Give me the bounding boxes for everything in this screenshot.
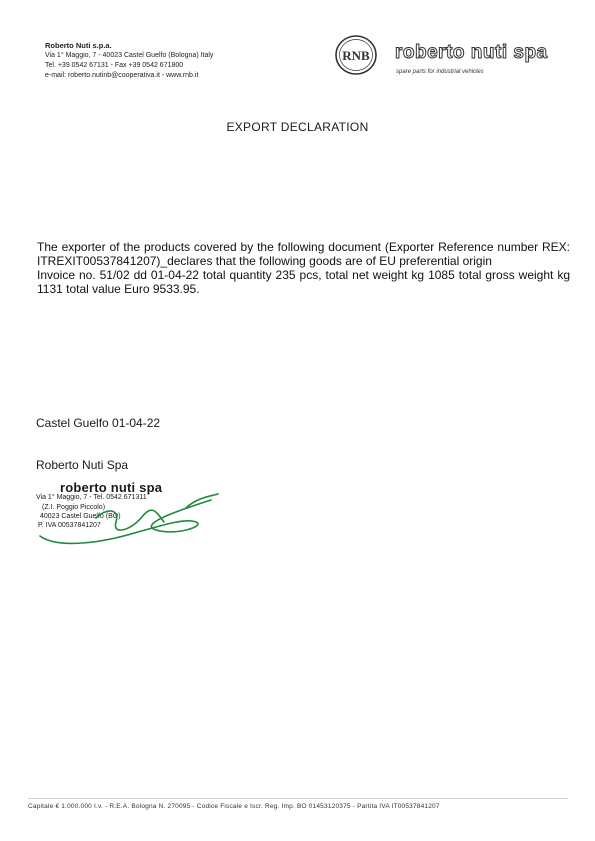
- logo-tagline: spare parts for industrial vehicles: [396, 69, 484, 75]
- logo-wordmark: roberto nuti spa: [395, 42, 548, 63]
- stamp-company-name: roberto nuti spa: [60, 480, 163, 495]
- declaration-body: [37, 240, 570, 296]
- footer-divider: [28, 798, 568, 799]
- stamp-area: (Z.I. Poggio Piccolo): [42, 504, 106, 511]
- footer-legal-text: Capitale € 1.000.000 I.v. - R.E.A. Bologna N. 270095 - Codice Fiscale e Iscr. Reg. Imp. BO 01453120375 - Partita IVA IT00537841207: [28, 803, 440, 810]
- invoice-text: Invoice no. 51/02 dd 01-04-22 total quantity 235 pcs, total net weight kg 1085 total gross weight kg 1131 total value Euro 9533.95.: [37, 268, 570, 296]
- company-email: e-mail: roberto.nutinb@cooperativa.it - www.rnb.it: [45, 72, 199, 79]
- company-name: Roberto Nuti s.p.a.: [45, 41, 112, 50]
- company-address: Via 1° Maggio, 7 - 40023 Castel Guelfo (Bologna) Italy: [45, 52, 214, 59]
- document-title: EXPORT DECLARATION: [226, 120, 369, 134]
- stamp-address: Via 1° Maggio, 7 - Tel. 0542.671311: [36, 494, 147, 501]
- company-stamp: [36, 478, 226, 550]
- declaration-text: The exporter of the products covered by the following document (Exporter Reference number REX: ITREXIT00537841207)_declares that the following goods are of EU preferential origin: [37, 240, 570, 268]
- company-info: [45, 41, 275, 81]
- company-logo: [333, 34, 573, 82]
- stamp-vat: P. IVA 00537841207: [38, 522, 101, 529]
- logo-monogram: RNB: [342, 48, 370, 63]
- handwritten-signature-icon: [36, 478, 226, 550]
- rnb-monogram-icon: [333, 34, 379, 76]
- stamp-city: 40023 Castel Guelfo (BO): [40, 513, 121, 520]
- place-and-date: Castel Guelfo 01-04-22: [36, 416, 161, 430]
- signatory-name: Roberto Nuti Spa: [36, 458, 129, 472]
- company-phone: Tel. +39 0542 67131 - Fax +39 0542 671800: [45, 62, 184, 69]
